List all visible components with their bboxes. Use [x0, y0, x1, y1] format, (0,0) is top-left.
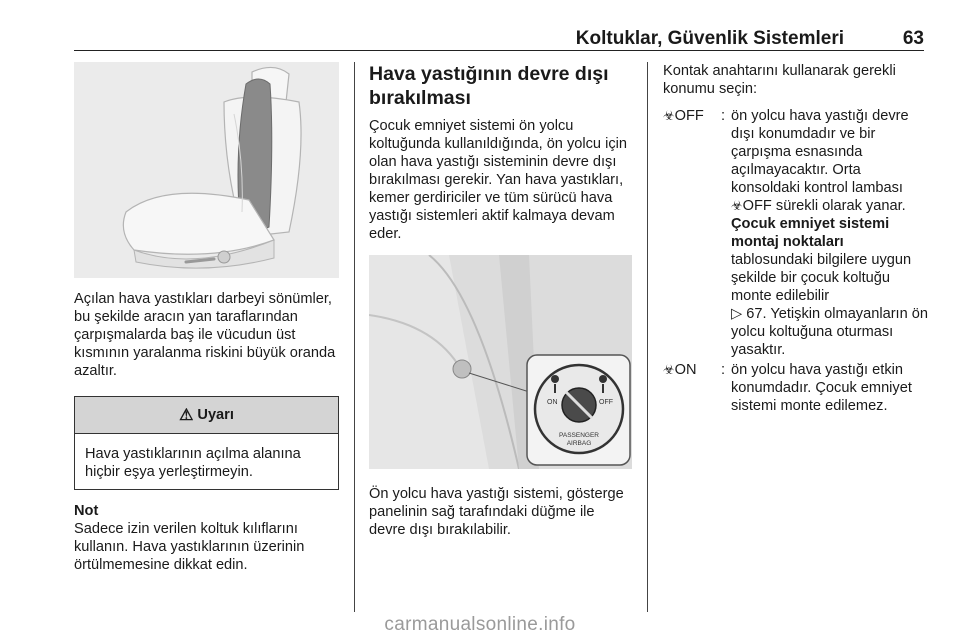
dashboard-illustration [369, 255, 632, 469]
off-description: ön yolcu hava yastığı devre dışı konumdadır ve bir çarpışma esnasında açılmayacaktır. Orta konsoldaki kontrol lambası ☣OFF sürekli olarak yanar. Çocuk emniyet sistemi montaj noktaları tablosundaki bilgilere uygun şekilde bir çocuk koltuğu monte edilebilir ▷ 67. Yetişkin olmayanların ön yolcu koltuğuna oturması yasaktır. [731, 108, 929, 358]
on-term: ON [674, 362, 697, 378]
warning-title: Uyarı [197, 407, 234, 423]
chapter-title: Koltuklar, Güvenlik Sistemleri [575, 28, 844, 49]
airbag-effect-paragraph: Açılan hava yastıkları darbeyi sönümler, bu şekilde aracın yan taraflarından çarpışmalarda baş ile vücudun üst kısmının yaralanma riskini büyük oranda azaltır. [74, 291, 336, 379]
switch-off-label: OFF [599, 399, 613, 406]
warning-text: Hava yastıklarının açılma alanına hiçbir eşya yerleştirmeyin. [85, 446, 301, 480]
position-list [663, 107, 928, 415]
deactivation-paragraph: Çocuk emniyet sistemi ön yolcu koltuğunda kullanıldığında, ön yolcu için olan hava yastığı sisteminin devre dışı bırakılması gerekir. Yan hava yastıkları, kemer gerdiriciler ve tüm sürücü hava yastığı sistemleri aktif kalmaya devam eder. [369, 118, 627, 242]
intro-text: Kontak anahtarını kullanarak gerekli konumu seçin: [663, 63, 896, 97]
switch-on-label: ON [547, 399, 558, 406]
off-term: OFF [674, 108, 704, 124]
note-text: Sadece izin verilen koltuk kılıflarını kullanın. Hava yastıklarının üzerinin örtülmemesine dikkat edin. [74, 521, 305, 573]
airbag-off-icon: ☣ [731, 198, 743, 213]
airbag-on-icon: ☣ [663, 362, 675, 377]
page-number: 63 [902, 28, 924, 49]
column-divider-2 [647, 62, 648, 612]
column-divider-1 [354, 62, 355, 612]
child-seat-table-ref: Çocuk emniyet sistemi montaj noktaları [731, 216, 890, 250]
seat-airbag-figure [74, 62, 339, 278]
on-description: ön yolcu hava yastığı etkin konumdadır. Çocuk emniyet sistemi monte edilemez. [731, 362, 912, 414]
warning-box [74, 396, 339, 490]
airbag-switch-figure [369, 255, 632, 469]
seat-illustration [74, 62, 339, 278]
reference-arrow-icon: ▷ [731, 306, 747, 322]
page-header [74, 0, 924, 51]
list-item-off: ☣OFF : ön yolcu hava yastığı devre dışı konumdadır ve bir çarpışma esnasında açılmayacaktır. Orta konsoldaki kontrol lambası ☣OFF sürekli olarak yanar. Çocuk emniyet sistemi montaj noktaları tablosundaki bilgilere uygun şekilde bir çocuk koltuğu monte edilebilir ▷ 67. Yetişkin olmayanların ön yolcu koltuğuna oturması yasaktır. [663, 108, 929, 358]
list-item-on: ☣ON : ön yolcu hava yastığı etkin konumdadır. Çocuk emniyet sistemi monte edilemez. [663, 361, 928, 415]
note-title: Not [74, 503, 99, 519]
airbag-off-icon: ☣ [663, 108, 675, 123]
warning-header [75, 397, 338, 434]
switch-airbag-label: AIRBAG [566, 440, 592, 447]
warning-body [75, 434, 338, 489]
warning-triangle-icon: ⚠ [179, 407, 194, 424]
switch-passenger-label: PASSENGER [559, 432, 599, 439]
column-1 [74, 62, 339, 574]
figure-caption: Ön yolcu hava yastığı sistemi, gösterge panelinin sağ tarafındaki düğme ile devre dışı bırakılabilir. [369, 486, 624, 538]
column-3 [663, 62, 928, 415]
section-heading: Hava yastığının devre dışı bırakılması [369, 63, 609, 109]
watermark-footer: carmanualsonline.info [384, 614, 576, 635]
column-2 [369, 62, 632, 539]
